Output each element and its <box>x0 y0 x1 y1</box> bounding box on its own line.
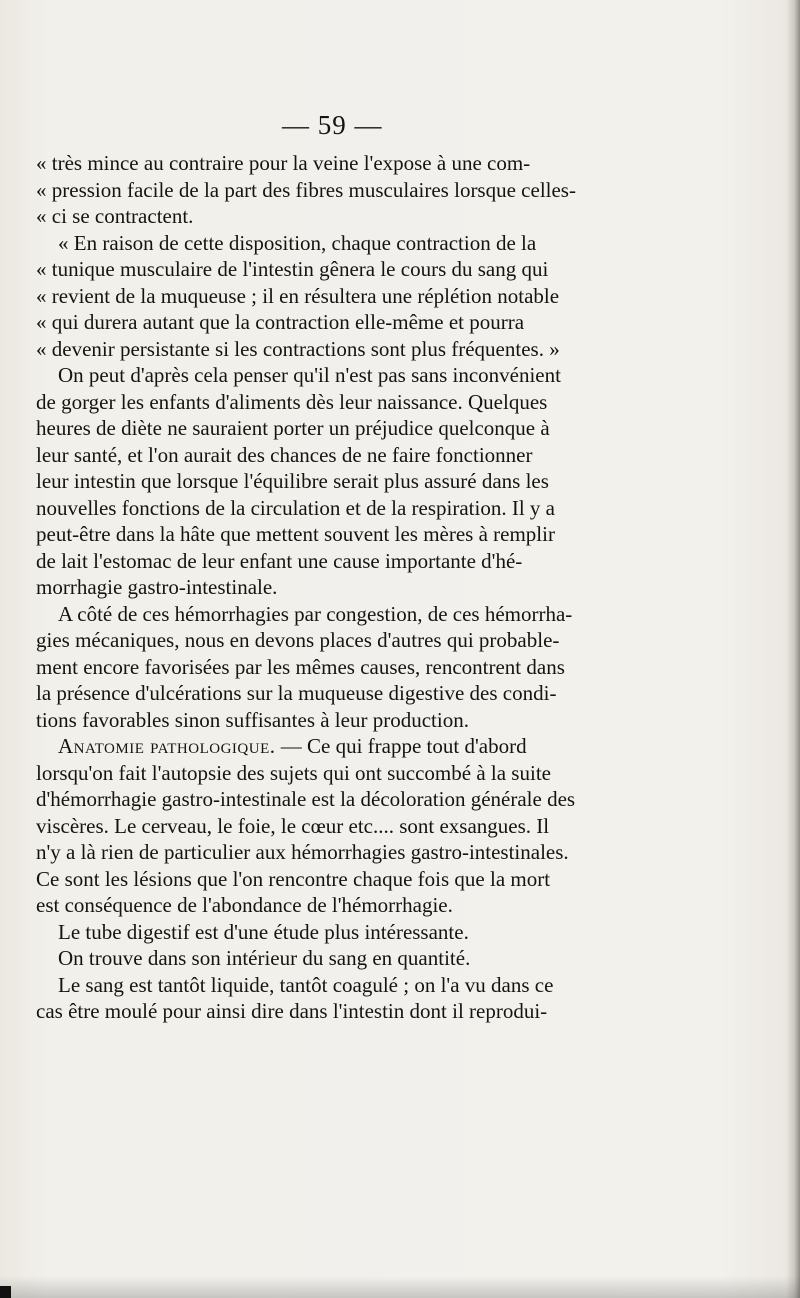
line-text: « ci se contractent. <box>36 204 194 228</box>
line-text: est conséquence de l'abondance de l'hémorrhagie. <box>36 893 453 917</box>
corner-mark <box>0 1286 11 1298</box>
line-text: « très mince au contraire pour la veine l'expose à une com- <box>36 151 531 175</box>
text-line <box>36 468 736 495</box>
text-line <box>36 574 736 601</box>
line-text: gies mécaniques, nous en devons places d'autres qui probable- <box>36 628 560 652</box>
line-text: A côté de ces hémorrhagies par congestion, de ces hémorrha- <box>58 601 573 626</box>
text-line <box>36 150 736 177</box>
text-line <box>36 203 736 230</box>
section-heading: Anatomie pathologique. <box>58 734 276 758</box>
line-text: — Ce qui frappe tout d'abord <box>275 734 527 758</box>
body-text <box>36 150 736 1025</box>
line-text: Le tube digestif est d'une étude plus intéressante. <box>58 919 469 944</box>
line-text: morrhagie gastro-intestinale. <box>36 575 278 599</box>
text-line <box>36 786 736 813</box>
text-line <box>36 415 736 442</box>
text-line <box>36 707 736 734</box>
text-line <box>36 256 736 283</box>
line-text: « tunique musculaire de l'intestin gênera le cours du sang qui <box>36 257 549 281</box>
text-line <box>36 919 736 946</box>
text-line <box>36 839 736 866</box>
text-line <box>36 389 736 416</box>
line-text: « qui durera autant que la contraction elle-même et pourra <box>36 310 525 334</box>
text-line <box>36 309 736 336</box>
line-text: peut-être dans la hâte que mettent souvent les mères à remplir <box>36 522 555 546</box>
text-line <box>36 945 736 972</box>
text-line <box>36 760 736 787</box>
line-text: la présence d'ulcérations sur la muqueuse digestive des condi- <box>36 681 557 705</box>
line-text: « En raison de cette disposition, chaque contraction de la <box>58 230 537 255</box>
line-text: Le sang est tantôt liquide, tantôt coagulé ; on l'a vu dans ce <box>58 972 554 997</box>
line-text: cas être moulé pour ainsi dire dans l'intestin dont il reprodui- <box>36 999 548 1023</box>
line-text: viscères. Le cerveau, le foie, le cœur etc.... sont exsangues. Il <box>36 813 550 838</box>
line-text: heures de diète ne sauraient porter un préjudice quelconque à <box>36 416 550 440</box>
text-line <box>36 972 736 999</box>
line-text: nouvelles fonctions de la circulation et de la respiration. Il y a <box>36 495 555 520</box>
text-line <box>36 654 736 681</box>
text-line <box>36 627 736 654</box>
line-text: « revient de la muqueuse ; il en résultera une réplétion notable <box>36 283 560 308</box>
text-line <box>36 733 736 760</box>
text-line <box>36 495 736 522</box>
text-line <box>36 283 736 310</box>
line-text: leur santé, et l'on aurait des chances de ne faire fonctionner <box>36 442 533 467</box>
text-line <box>36 548 736 575</box>
text-line <box>36 177 736 204</box>
line-text: lorsqu'on fait l'autopsie des sujets qui ont succombé à la suite <box>36 760 551 785</box>
line-text: ment encore favorisées par les mêmes causes, rencontrent dans <box>36 654 565 679</box>
text-line <box>36 601 736 628</box>
line-text: Ce sont les lésions que l'on rencontre chaque fois que la mort <box>36 866 551 891</box>
line-text: tions favorables sinon suffisantes à leur production. <box>36 707 469 732</box>
line-text: « pression facile de la part des fibres musculaires lorsque celles- <box>36 177 576 202</box>
line-text: de gorger les enfants d'aliments dès leur naissance. Quelques <box>36 389 548 414</box>
page-bottom-shadow <box>0 1276 800 1298</box>
text-line <box>36 866 736 893</box>
text-line <box>36 813 736 840</box>
line-text: n'y a là rien de particulier aux hémorrhagies gastro-intestinales. <box>36 840 569 864</box>
text-line <box>36 336 736 363</box>
text-line <box>36 680 736 707</box>
line-text: On trouve dans son intérieur du sang en quantité. <box>58 946 471 970</box>
text-line <box>36 230 736 257</box>
line-text: « devenir persistante si les contractions sont plus fréquentes. » <box>36 336 560 361</box>
text-line <box>36 998 736 1025</box>
text-line <box>36 892 736 919</box>
page-number: — 59 — <box>282 110 383 140</box>
line-text: d'hémorrhagie gastro-intestinale est la décoloration générale des <box>36 787 576 811</box>
line-text: On peut d'après cela penser qu'il n'est pas sans inconvénient <box>58 363 561 387</box>
text-line <box>36 442 736 469</box>
page-edge-shadow <box>786 0 800 1298</box>
line-text: de lait l'estomac de leur enfant une cause importante d'hé- <box>36 548 523 573</box>
text-line <box>36 521 736 548</box>
text-line <box>36 362 736 389</box>
line-text: leur intestin que lorsque l'équilibre serait plus assuré dans les <box>36 469 549 493</box>
